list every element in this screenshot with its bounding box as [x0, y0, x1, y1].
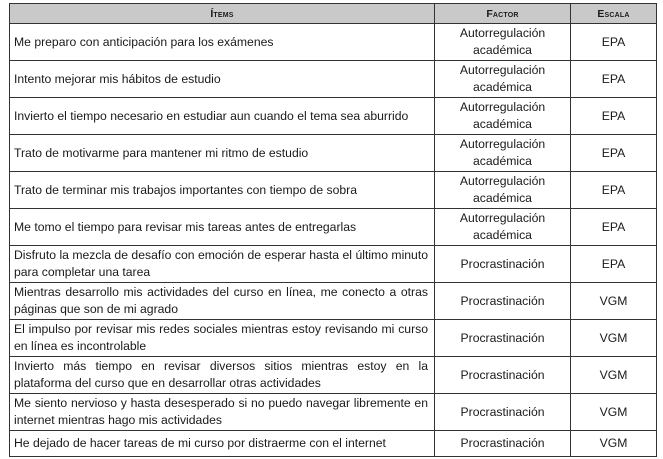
factor-cell: Procrastinación	[435, 320, 571, 357]
items-table-container	[9, 3, 656, 457]
item-cell: He dejado de hacer tareas de mi curso por distraerme con el internet	[10, 431, 435, 457]
factor-cell: Procrastinación	[435, 283, 571, 320]
table-row	[10, 246, 657, 283]
table-header-row	[10, 4, 657, 24]
scale-cell: EPA	[571, 209, 657, 246]
scale-cell: EPA	[571, 246, 657, 283]
scale-cell: EPA	[571, 61, 657, 98]
table-row	[10, 320, 657, 357]
factor-cell: Autorregulación académica	[435, 24, 571, 61]
item-cell: Me preparo con anticipación para los exámenes	[10, 24, 435, 61]
item-cell: Me tomo el tiempo para revisar mis tareas antes de entregarlas	[10, 209, 435, 246]
scale-cell: EPA	[571, 24, 657, 61]
item-cell: Invierto más tiempo en revisar diversos sitios mientras estoy en la plataforma del curso que en desarrollar otras actividades	[10, 357, 435, 394]
factor-cell: Procrastinación	[435, 431, 571, 457]
table-row	[10, 431, 657, 457]
factor-cell: Procrastinación	[435, 357, 571, 394]
item-cell: El impulso por revisar mis redes sociales mientras estoy revisando mi curso en línea es incontrolable	[10, 320, 435, 357]
table-row	[10, 61, 657, 98]
scale-cell: VGM	[571, 394, 657, 431]
scale-cell: EPA	[571, 98, 657, 135]
scale-cell: VGM	[571, 283, 657, 320]
scale-cell: VGM	[571, 357, 657, 394]
table-row	[10, 357, 657, 394]
item-cell: Mientras desarrollo mis actividades del curso en línea, me conecto a otras páginas que son de mi agrado	[10, 283, 435, 320]
factor-cell: Autorregulación académica	[435, 209, 571, 246]
factor-cell: Autorregulación académica	[435, 98, 571, 135]
item-cell: Me siento nervioso y hasta desesperado si no puedo navegar libremente en internet mientras hago mis actividades	[10, 394, 435, 431]
header-items: Ítems	[10, 4, 435, 24]
factor-cell: Procrastinación	[435, 246, 571, 283]
factor-cell: Autorregulación académica	[435, 61, 571, 98]
scale-cell: VGM	[571, 431, 657, 457]
table-row	[10, 24, 657, 61]
scale-cell: EPA	[571, 135, 657, 172]
header-scale: Escala	[571, 4, 657, 24]
item-cell: Disfruto la mezcla de desafío con emoción de esperar hasta el último minuto para completar una tarea	[10, 246, 435, 283]
factor-cell: Autorregulación académica	[435, 135, 571, 172]
scale-cell: EPA	[571, 172, 657, 209]
table-row	[10, 172, 657, 209]
item-cell: Trato de terminar mis trabajos importantes con tiempo de sobra	[10, 172, 435, 209]
item-cell: Intento mejorar mis hábitos de estudio	[10, 61, 435, 98]
factor-cell: Autorregulación académica	[435, 172, 571, 209]
item-cell: Trato de motivarme para mantener mi ritmo de estudio	[10, 135, 435, 172]
scale-cell: VGM	[571, 320, 657, 357]
table-row	[10, 394, 657, 431]
items-table	[9, 3, 657, 457]
item-cell: Invierto el tiempo necesario en estudiar aun cuando el tema sea aburrido	[10, 98, 435, 135]
table-row	[10, 98, 657, 135]
table-row	[10, 209, 657, 246]
header-factor: Factor	[435, 4, 571, 24]
table-row	[10, 135, 657, 172]
factor-cell: Procrastinación	[435, 394, 571, 431]
table-row	[10, 283, 657, 320]
